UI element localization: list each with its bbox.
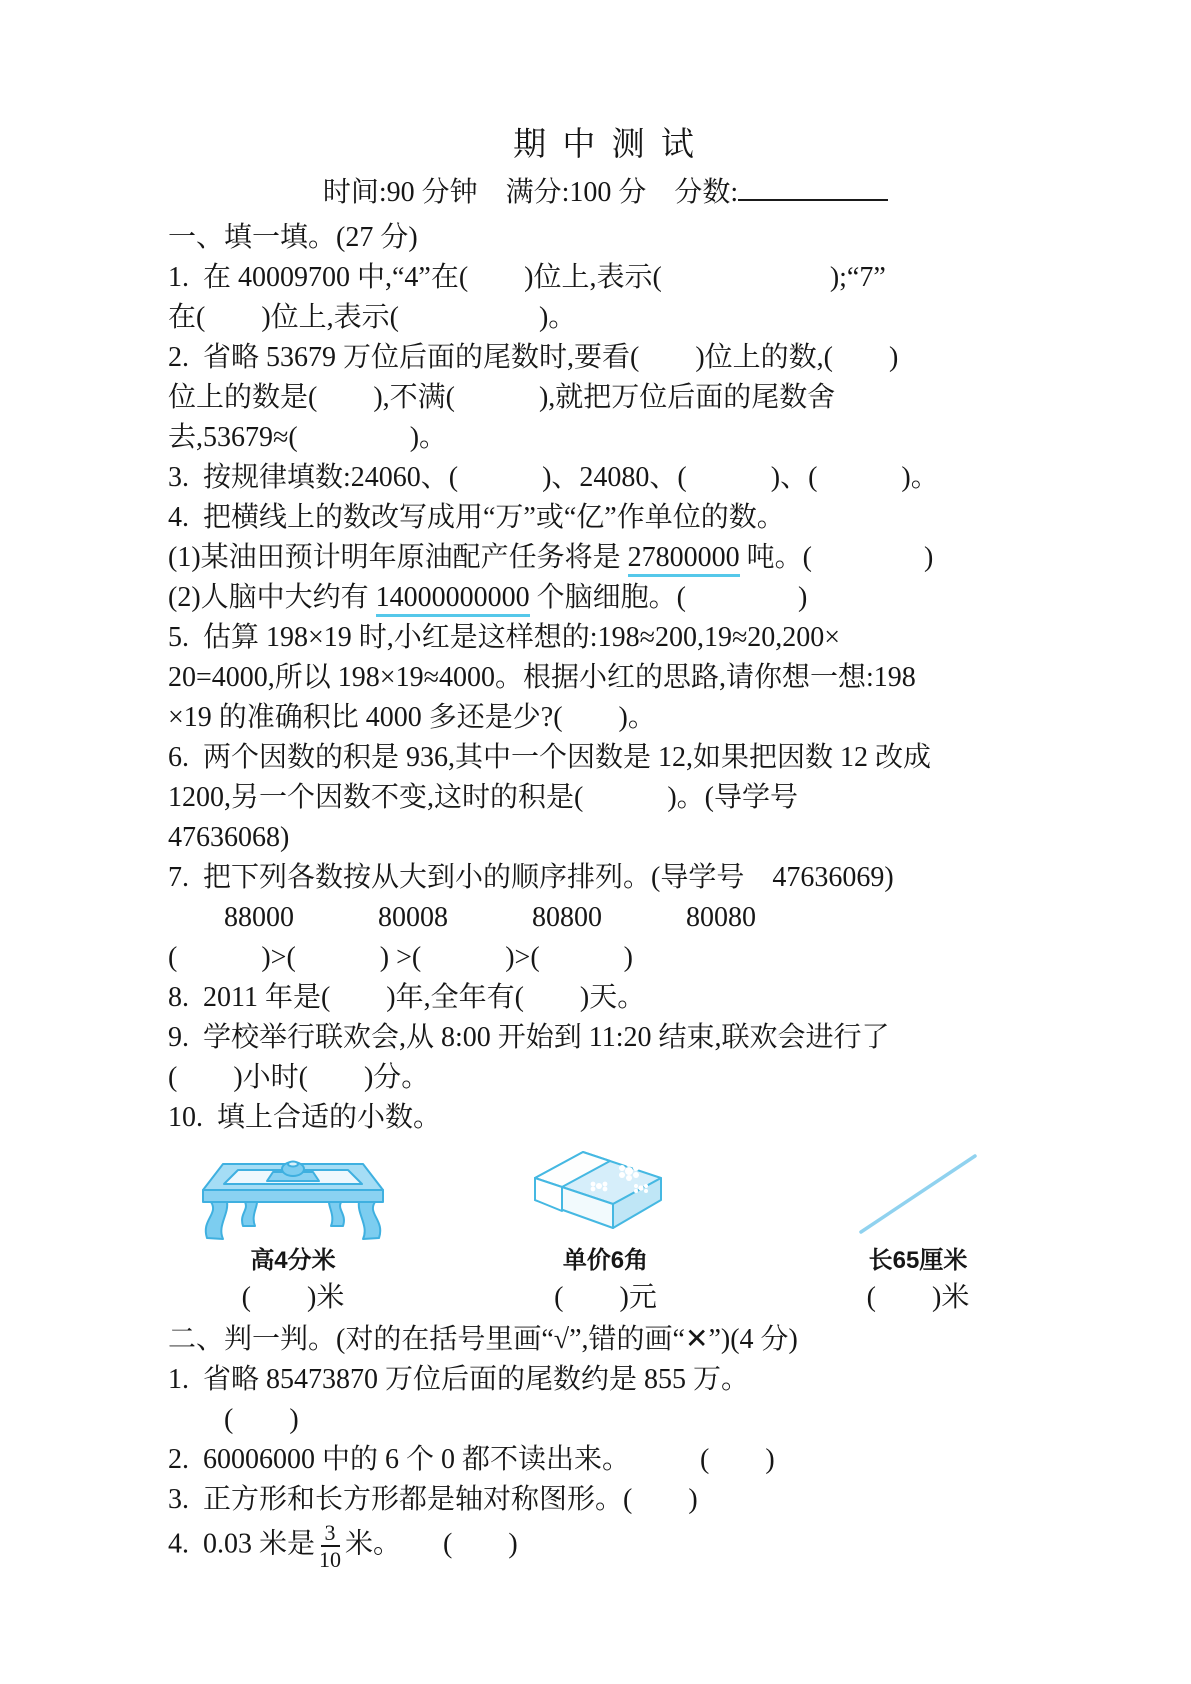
s2-q4: [168, 1520, 1043, 1573]
section-2-heading: 二、判一判。(对的在括号里画“√”,错的画“✕”)(4 分): [168, 1324, 798, 1355]
s1-q4-sub1-number: 27800000: [628, 542, 740, 577]
s1-q2-line1: 2. 省略 53679 万位后面的尾数时,要看( )位上的数,( ): [168, 342, 899, 373]
tea-table-image: [193, 1144, 393, 1244]
s1-q4-sub2-post: 个脑细胞。( ): [529, 582, 808, 613]
answer-blank: ( )米: [866, 1282, 970, 1313]
page-title: 期 中 测 试: [513, 127, 698, 163]
figure-caption: 单价6角: [562, 1247, 649, 1274]
s1-q10: 10. 填上合适的小数。: [168, 1102, 442, 1133]
s1-q4-sub1-post: 吨。( ): [739, 542, 934, 573]
s1-q6-line2: 1200,另一个因数不变,这时的积是( )。(导学号: [168, 782, 798, 813]
s2-q1-line1: 1. 省略 85473870 万位后面的尾数约是 855 万。: [168, 1364, 750, 1395]
figure-line-segment: [793, 1144, 1043, 1318]
fraction-3-10: [317, 1520, 343, 1573]
s1-q4-intro: 4. 把横线上的数改写成用“万”或“亿”作单位的数。: [168, 502, 785, 533]
s2-q2: 2. 60006000 中的 6 个 0 都不读出来。 ( ): [168, 1444, 775, 1475]
question-10-figures: [168, 1144, 1043, 1318]
figure-tea-table: [168, 1144, 418, 1318]
s1-q7-numbers: 88000 80008 80800 80080: [224, 902, 757, 933]
meta-text: 时间:90 分钟 满分:100 分 分数:: [322, 177, 739, 208]
answer-blank: ( )米: [241, 1282, 345, 1313]
figure-eraser: [481, 1144, 731, 1318]
s1-q2-line3: 去,53679≈( )。: [168, 422, 448, 453]
s2-q3: 3. 正方形和长方形都是轴对称图形。( ): [168, 1484, 698, 1515]
s1-q4-sub2: [168, 578, 1043, 618]
s2-q1-answer-blank: ( ): [224, 1404, 299, 1435]
s2-q4-post: 米。 ( ): [345, 1528, 518, 1560]
eraser-image: [521, 1144, 691, 1244]
s1-q9-line2: ( )小时( )分。: [168, 1062, 430, 1093]
s1-q4-sub2-number: 14000000000: [376, 582, 530, 617]
meta-line: [168, 168, 1043, 218]
figure-caption: 长65厘米: [868, 1247, 968, 1274]
s1-q3: 3. 按规律填数:24060、( )、24080、( )、( )。: [168, 462, 939, 493]
s2-q4-pre: 4. 0.03 米是: [168, 1528, 316, 1560]
s1-q4-sub2-pre: (2)人脑中大约有: [168, 582, 376, 613]
s1-q6-line1: 6. 两个因数的积是 936,其中一个因数是 12,如果把因数 12 改成: [168, 742, 932, 773]
s1-q5-line3: ×19 的准确积比 4000 多还是少?( )。: [168, 702, 656, 733]
s1-q5-line1: 5. 估算 198×19 时,小红是这样想的:198≈200,19≈20,200×: [168, 622, 841, 653]
s1-q1-line2: 在( )位上,表示( )。: [168, 302, 577, 333]
score-blank: [738, 169, 888, 201]
s1-q4-sub1: [168, 538, 1043, 578]
s1-q2-line2: 位上的数是( ),不满( ),就把万位后面的尾数舍: [168, 382, 836, 413]
fraction-numerator: 3: [321, 1520, 340, 1547]
answer-blank: ( )元: [554, 1282, 657, 1313]
fraction-denominator: 10: [319, 1547, 342, 1573]
s1-q6-line3: 47636068): [168, 822, 290, 853]
s1-q4-sub1-pre: (1)某油田预计明年原油配产任务将是: [168, 542, 628, 573]
section-1-heading: 一、填一填。(27 分): [168, 222, 418, 253]
line-segment-image: [843, 1144, 993, 1244]
s1-q7-line1: 7. 把下列各数按从大到小的顺序排列。(导学号 47636069): [168, 862, 894, 893]
figure-caption: 高4分米: [250, 1247, 336, 1274]
s1-q5-line2: 20=4000,所以 198×19≈4000。根据小红的思路,请你想一想:198: [168, 662, 916, 693]
s1-q1-line1: 1. 在 40009700 中,“4”在( )位上,表示( );“7”: [168, 262, 886, 293]
s1-q9-line1: 9. 学校举行联欢会,从 8:00 开始到 11:20 结束,联欢会进行了: [168, 1022, 890, 1053]
s1-q8: 8. 2011 年是( )年,全年有( )天。: [168, 982, 646, 1013]
s1-q7-ordering-blanks: ( )>( ) >( )>( ): [168, 942, 633, 973]
